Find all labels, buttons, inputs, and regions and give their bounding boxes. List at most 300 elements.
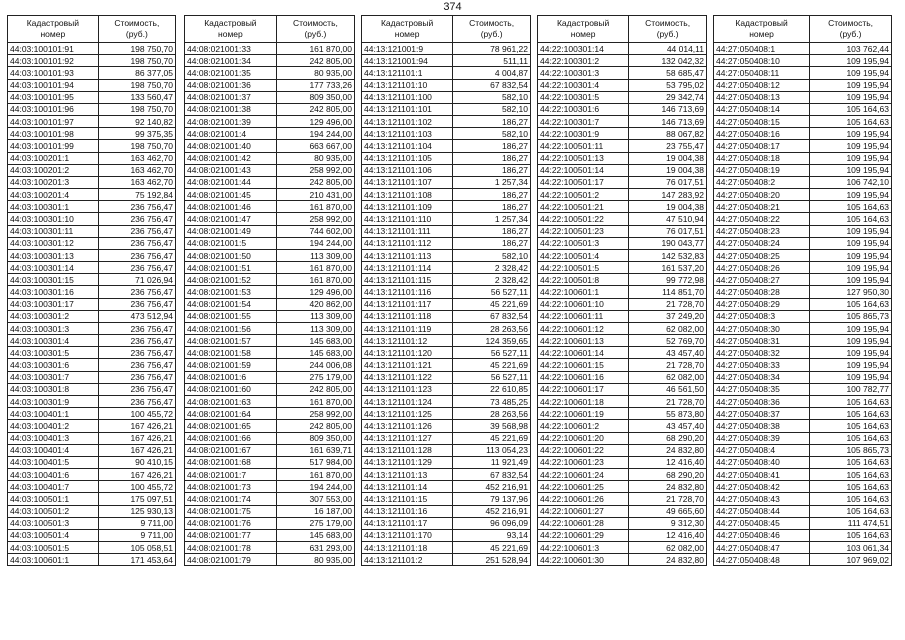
cost-cell: 236 756,47 bbox=[98, 335, 175, 347]
cadastral-number-cell: 44:27:050408:3 bbox=[714, 310, 810, 322]
cadastral-number-cell: 44:22:100501:13 bbox=[538, 152, 629, 164]
header-line: Стоимость, bbox=[645, 18, 691, 28]
table-row bbox=[8, 335, 176, 347]
table-row bbox=[714, 201, 892, 213]
cadastral-number-cell: 44:03:100201:4 bbox=[8, 189, 99, 201]
cost-cell: 109 195,94 bbox=[810, 371, 892, 383]
cadastral-number-cell: 44:03:100301:5 bbox=[8, 347, 99, 359]
cadastral-number-cell: 44:08:021001:64 bbox=[185, 408, 277, 420]
cost-cell: 113 054,23 bbox=[453, 444, 531, 456]
table-row bbox=[362, 201, 531, 213]
cost-cell: 109 195,94 bbox=[810, 322, 892, 334]
cadastral-number-cell: 44:27:050408:4 bbox=[714, 444, 810, 456]
cost-cell: 105 164,63 bbox=[810, 408, 892, 420]
cadastral-number-cell: 44:27:050408:35 bbox=[714, 383, 810, 395]
table-row bbox=[714, 371, 892, 383]
cadastral-number-cell: 44:13:121101:10 bbox=[362, 79, 453, 91]
cost-cell: 113 309,00 bbox=[276, 322, 354, 334]
table-row bbox=[714, 347, 892, 359]
cost-cell: 9 711,00 bbox=[98, 517, 175, 529]
cadastral-number-cell: 44:22:100601:3 bbox=[538, 542, 629, 554]
table-row bbox=[185, 67, 355, 79]
cost-cell: 194 244,00 bbox=[276, 237, 354, 249]
cadastral-number-cell: 44:27:050408:37 bbox=[714, 408, 810, 420]
cost-cell: 21 728,70 bbox=[629, 359, 707, 371]
table-row bbox=[538, 359, 707, 371]
cost-cell: 99 772,98 bbox=[629, 274, 707, 286]
cadastral-number-cell: 44:13:121101:122 bbox=[362, 371, 453, 383]
cost-cell: 24 832,80 bbox=[629, 554, 707, 566]
cadastral-number-cell: 44:22:100301:9 bbox=[538, 128, 629, 140]
cadastral-number-cell: 44:22:100601:2 bbox=[538, 420, 629, 432]
table-row bbox=[185, 164, 355, 176]
cost-cell: 109 195,94 bbox=[810, 79, 892, 91]
cadastral-number-cell: 44:22:100601:24 bbox=[538, 469, 629, 481]
cost-cell: 124 359,65 bbox=[453, 335, 531, 347]
cost-cell: 473 512,94 bbox=[98, 310, 175, 322]
table-row bbox=[8, 67, 176, 79]
cadastral-number-cell: 44:13:121101:2 bbox=[362, 554, 453, 566]
table-row bbox=[362, 176, 531, 188]
cost-cell: 146 713,69 bbox=[629, 103, 707, 115]
cadastral-number-cell: 44:08:021001:74 bbox=[185, 493, 277, 505]
cost-cell: 190 043,77 bbox=[629, 237, 707, 249]
table-row bbox=[185, 493, 355, 505]
cost-cell: 105 164,63 bbox=[810, 432, 892, 444]
cadastral-number-cell: 44:08:021001:55 bbox=[185, 310, 277, 322]
table-row bbox=[714, 91, 892, 103]
table-row bbox=[714, 140, 892, 152]
cadastral-number-cell: 44:08:021001:49 bbox=[185, 225, 277, 237]
cadastral-number-cell: 44:27:050408:48 bbox=[714, 554, 810, 566]
cadastral-number-cell: 44:08:021001:53 bbox=[185, 286, 277, 298]
cadastral-number-cell: 44:27:050408:38 bbox=[714, 420, 810, 432]
cadastral-number-cell: 44:08:021001:4 bbox=[185, 128, 277, 140]
table-row bbox=[538, 335, 707, 347]
cost-cell: 105 164,63 bbox=[810, 201, 892, 213]
table-row bbox=[8, 347, 176, 359]
cadastral-number-cell: 44:22:100501:2 bbox=[538, 189, 629, 201]
cadastral-number-cell: 44:13:121101:118 bbox=[362, 310, 453, 322]
cadastral-number-cell: 44:22:100601:11 bbox=[538, 310, 629, 322]
cadastral-number-cell: 44:08:021001:40 bbox=[185, 140, 277, 152]
cost-cell: 161 537,20 bbox=[629, 262, 707, 274]
table-row bbox=[714, 310, 892, 322]
cost-cell: 511,11 bbox=[453, 55, 531, 67]
cost-cell: 23 755,47 bbox=[629, 140, 707, 152]
table-row bbox=[8, 493, 176, 505]
cost-cell: 62 082,00 bbox=[629, 542, 707, 554]
table-row bbox=[185, 274, 355, 286]
cost-cell: 45 221,69 bbox=[453, 359, 531, 371]
cadastral-number-cell: 44:13:121101:113 bbox=[362, 249, 453, 261]
column-header-cadastral-number bbox=[185, 16, 277, 43]
cost-cell: 242 805,00 bbox=[276, 103, 354, 115]
table-row bbox=[362, 152, 531, 164]
cadastral-number-cell: 44:03:100401:6 bbox=[8, 469, 99, 481]
cadastral-number-cell: 44:22:100501:23 bbox=[538, 225, 629, 237]
cost-cell: 90 410,15 bbox=[98, 456, 175, 468]
cost-cell: 198 750,70 bbox=[98, 43, 175, 55]
cadastral-number-cell: 44:03:100201:2 bbox=[8, 164, 99, 176]
cost-cell: 236 756,47 bbox=[98, 237, 175, 249]
cost-cell: 163 462,70 bbox=[98, 176, 175, 188]
cost-cell: 109 195,94 bbox=[810, 347, 892, 359]
cadastral-number-cell: 44:27:050408:44 bbox=[714, 505, 810, 517]
table-row bbox=[185, 176, 355, 188]
cadastral-number-cell: 44:08:021001:46 bbox=[185, 201, 277, 213]
cost-cell: 55 873,80 bbox=[629, 408, 707, 420]
header-row bbox=[362, 16, 531, 43]
cadastral-number-cell: 44:22:100501:22 bbox=[538, 213, 629, 225]
column-header-cadastral-number bbox=[538, 16, 629, 43]
cadastral-number-cell: 44:08:021001:54 bbox=[185, 298, 277, 310]
cost-cell: 109 195,94 bbox=[810, 262, 892, 274]
cadastral-number-cell: 44:22:100601:13 bbox=[538, 335, 629, 347]
cadastral-number-cell: 44:22:100601:18 bbox=[538, 395, 629, 407]
table-row bbox=[185, 481, 355, 493]
cadastral-number-cell: 44:27:050408:14 bbox=[714, 103, 810, 115]
cadastral-number-cell: 44:03:100101:96 bbox=[8, 103, 99, 115]
cost-cell: 16 187,00 bbox=[276, 505, 354, 517]
cost-cell: 582,10 bbox=[453, 103, 531, 115]
table-row bbox=[538, 383, 707, 395]
table-row bbox=[362, 79, 531, 91]
cost-cell: 47 510,94 bbox=[629, 213, 707, 225]
cadastral-number-cell: 44:13:121101:18 bbox=[362, 542, 453, 554]
table-row bbox=[185, 469, 355, 481]
cadastral-number-cell: 44:03:100601:1 bbox=[8, 554, 99, 566]
table-row bbox=[714, 116, 892, 128]
table-row bbox=[185, 359, 355, 371]
cost-cell: 105 164,63 bbox=[810, 298, 892, 310]
table-row bbox=[362, 237, 531, 249]
cost-cell: 100 782,77 bbox=[810, 383, 892, 395]
table-row bbox=[8, 444, 176, 456]
cost-cell: 663 667,00 bbox=[276, 140, 354, 152]
table-row bbox=[185, 298, 355, 310]
table-row bbox=[185, 91, 355, 103]
table-row bbox=[8, 456, 176, 468]
cadastral-number-cell: 44:13:121101:102 bbox=[362, 116, 453, 128]
table-row bbox=[185, 517, 355, 529]
table-row bbox=[538, 408, 707, 420]
cost-cell: 76 017,51 bbox=[629, 176, 707, 188]
cost-cell: 109 195,94 bbox=[810, 91, 892, 103]
cost-cell: 186,27 bbox=[453, 116, 531, 128]
cost-cell: 242 805,00 bbox=[276, 176, 354, 188]
table-row bbox=[185, 225, 355, 237]
cadastral-number-cell: 44:27:050408:36 bbox=[714, 395, 810, 407]
cadastral-number-cell: 44:08:021001:38 bbox=[185, 103, 277, 115]
cost-cell: 109 195,94 bbox=[810, 164, 892, 176]
cadastral-number-cell: 44:03:100501:1 bbox=[8, 493, 99, 505]
cost-cell: 236 756,47 bbox=[98, 249, 175, 261]
cadastral-number-cell: 44:03:100301:4 bbox=[8, 335, 99, 347]
cadastral-number-cell: 44:03:100401:3 bbox=[8, 432, 99, 444]
cadastral-number-cell: 44:22:100301:5 bbox=[538, 91, 629, 103]
table-row bbox=[8, 286, 176, 298]
cost-cell: 132 042,32 bbox=[629, 55, 707, 67]
cost-cell: 111 474,51 bbox=[810, 517, 892, 529]
table-row bbox=[185, 201, 355, 213]
cost-cell: 1 257,34 bbox=[453, 176, 531, 188]
cost-cell: 1 257,34 bbox=[453, 213, 531, 225]
table-row bbox=[362, 225, 531, 237]
cadastral-number-cell: 44:13:121101:119 bbox=[362, 322, 453, 334]
cost-cell: 37 249,20 bbox=[629, 310, 707, 322]
cadastral-number-cell: 44:22:100601:19 bbox=[538, 408, 629, 420]
table-row bbox=[538, 444, 707, 456]
cost-cell: 236 756,47 bbox=[98, 359, 175, 371]
cadastral-number-cell: 44:27:050408:10 bbox=[714, 55, 810, 67]
table-row bbox=[185, 371, 355, 383]
cost-cell: 307 553,00 bbox=[276, 493, 354, 505]
cost-cell: 236 756,47 bbox=[98, 262, 175, 274]
cost-cell: 29 342,74 bbox=[629, 91, 707, 103]
cadastral-number-cell: 44:08:021001:75 bbox=[185, 505, 277, 517]
cost-cell: 105 164,63 bbox=[810, 103, 892, 115]
cadastral-number-cell: 44:22:100601:16 bbox=[538, 371, 629, 383]
table-row bbox=[538, 456, 707, 468]
table-row bbox=[362, 542, 531, 554]
cadastral-number-cell: 44:27:050408:17 bbox=[714, 140, 810, 152]
table-row bbox=[362, 481, 531, 493]
cadastral-number-cell: 44:13:121101:120 bbox=[362, 347, 453, 359]
table-row bbox=[362, 249, 531, 261]
cadastral-number-cell: 44:08:021001:73 bbox=[185, 481, 277, 493]
table-row bbox=[714, 456, 892, 468]
cost-cell: 105 865,73 bbox=[810, 310, 892, 322]
cost-cell: 76 017,51 bbox=[629, 225, 707, 237]
cadastral-number-cell: 44:08:021001:35 bbox=[185, 67, 277, 79]
cost-cell: 210 431,00 bbox=[276, 189, 354, 201]
cadastral-number-cell: 44:13:121101:106 bbox=[362, 164, 453, 176]
table-row bbox=[185, 554, 355, 566]
cadastral-number-cell: 44:13:121101:105 bbox=[362, 152, 453, 164]
header-line: номер bbox=[394, 29, 420, 39]
cadastral-number-cell: 44:27:050408:21 bbox=[714, 201, 810, 213]
cost-cell: 161 870,00 bbox=[276, 201, 354, 213]
cost-cell: 175 097,51 bbox=[98, 493, 175, 505]
table-row bbox=[714, 395, 892, 407]
cadastral-number-cell: 44:27:050408:25 bbox=[714, 249, 810, 261]
cost-cell: 198 750,70 bbox=[98, 140, 175, 152]
cost-cell: 198 750,70 bbox=[98, 55, 175, 67]
table-row bbox=[362, 322, 531, 334]
cadastral-number-cell: 44:27:050408:22 bbox=[714, 213, 810, 225]
cadastral-number-cell: 44:27:050408:43 bbox=[714, 493, 810, 505]
table-row bbox=[538, 237, 707, 249]
table-row bbox=[538, 298, 707, 310]
cost-cell: 79 137,96 bbox=[453, 493, 531, 505]
table-row bbox=[714, 237, 892, 249]
cost-cell: 186,27 bbox=[453, 237, 531, 249]
table-row bbox=[362, 298, 531, 310]
table-row bbox=[538, 395, 707, 407]
cost-cell: 78 961,22 bbox=[453, 43, 531, 55]
header-line: Кадастровый bbox=[26, 18, 80, 28]
header-line: (руб.) bbox=[125, 29, 148, 39]
cadastral-number-cell: 44:22:100301:4 bbox=[538, 79, 629, 91]
cost-cell: 167 426,21 bbox=[98, 469, 175, 481]
table-row bbox=[8, 103, 176, 115]
cadastral-number-cell: 44:13:121101:129 bbox=[362, 456, 453, 468]
table-row bbox=[714, 493, 892, 505]
table-row bbox=[185, 128, 355, 140]
table-row bbox=[714, 176, 892, 188]
cost-cell: 161 870,00 bbox=[276, 262, 354, 274]
cost-cell: 105 164,63 bbox=[810, 213, 892, 225]
cadastral-number-cell: 44:13:121101:121 bbox=[362, 359, 453, 371]
cadastral-number-cell: 44:03:100301:9 bbox=[8, 395, 99, 407]
cost-cell: 186,27 bbox=[453, 152, 531, 164]
table-row bbox=[8, 91, 176, 103]
cadastral-number-cell: 44:13:121101:100 bbox=[362, 91, 453, 103]
cadastral-number-cell: 44:03:100401:5 bbox=[8, 456, 99, 468]
cadastral-number-cell: 44:27:050408:41 bbox=[714, 469, 810, 481]
table-row bbox=[362, 517, 531, 529]
cost-cell: 161 870,00 bbox=[276, 395, 354, 407]
table-row bbox=[362, 164, 531, 176]
cadastral-number-cell: 44:22:100601:30 bbox=[538, 554, 629, 566]
cadastral-number-cell: 44:13:121101:16 bbox=[362, 505, 453, 517]
table-row bbox=[362, 554, 531, 566]
cost-cell: 100 455,72 bbox=[98, 481, 175, 493]
table-row bbox=[8, 529, 176, 541]
table-row bbox=[714, 383, 892, 395]
cadastral-number-cell: 44:13:121101:109 bbox=[362, 201, 453, 213]
table-row bbox=[538, 274, 707, 286]
table-row bbox=[185, 529, 355, 541]
cost-cell: 582,10 bbox=[453, 249, 531, 261]
cadastral-number-cell: 44:13:121001:94 bbox=[362, 55, 453, 67]
table-row bbox=[185, 286, 355, 298]
cadastral-number-cell: 44:27:050408:20 bbox=[714, 189, 810, 201]
table-row bbox=[8, 359, 176, 371]
table-row bbox=[362, 371, 531, 383]
cadastral-number-cell: 44:03:100301:3 bbox=[8, 322, 99, 334]
cost-cell: 145 683,00 bbox=[276, 347, 354, 359]
table-row bbox=[185, 213, 355, 225]
table-row bbox=[362, 91, 531, 103]
cost-cell: 186,27 bbox=[453, 201, 531, 213]
cost-cell: 105 164,63 bbox=[810, 420, 892, 432]
cost-cell: 105 164,63 bbox=[810, 529, 892, 541]
cost-cell: 12 416,40 bbox=[629, 529, 707, 541]
cadastral-number-cell: 44:13:121001:9 bbox=[362, 43, 453, 55]
cadastral-number-cell: 44:08:021001:67 bbox=[185, 444, 277, 456]
table-row bbox=[8, 481, 176, 493]
table-row bbox=[185, 237, 355, 249]
table-row bbox=[8, 152, 176, 164]
cadastral-number-cell: 44:03:100301:11 bbox=[8, 225, 99, 237]
cadastral-number-cell: 44:13:121101:110 bbox=[362, 213, 453, 225]
cadastral-number-cell: 44:03:100301:1 bbox=[8, 201, 99, 213]
table-row bbox=[714, 286, 892, 298]
cost-cell: 93,14 bbox=[453, 529, 531, 541]
table-row bbox=[714, 225, 892, 237]
cost-cell: 452 216,91 bbox=[453, 481, 531, 493]
cadastral-number-cell: 44:27:050408:23 bbox=[714, 225, 810, 237]
cost-cell: 109 195,94 bbox=[810, 67, 892, 79]
cost-cell: 96 096,09 bbox=[453, 517, 531, 529]
table-row bbox=[362, 310, 531, 322]
table-row bbox=[8, 408, 176, 420]
cadastral-number-cell: 44:03:100301:14 bbox=[8, 262, 99, 274]
cadastral-table-3 bbox=[361, 15, 531, 566]
cadastral-number-cell: 44:22:100501:8 bbox=[538, 274, 629, 286]
table-row bbox=[538, 322, 707, 334]
cadastral-number-cell: 44:13:121101:127 bbox=[362, 432, 453, 444]
table-row bbox=[362, 469, 531, 481]
table-row bbox=[714, 420, 892, 432]
cost-cell: 45 221,69 bbox=[453, 542, 531, 554]
cadastral-number-cell: 44:27:050408:34 bbox=[714, 371, 810, 383]
cost-cell: 99 375,35 bbox=[98, 128, 175, 140]
cadastral-number-cell: 44:08:021001:60 bbox=[185, 383, 277, 395]
table-row bbox=[362, 347, 531, 359]
cost-cell: 43 457,40 bbox=[629, 347, 707, 359]
column-header-cost bbox=[98, 16, 175, 43]
table-row bbox=[185, 43, 355, 55]
cadastral-number-cell: 44:13:121101:17 bbox=[362, 517, 453, 529]
header-line: (руб.) bbox=[839, 29, 862, 39]
table-row bbox=[362, 128, 531, 140]
table-row bbox=[185, 189, 355, 201]
table-row bbox=[714, 481, 892, 493]
cost-cell: 161 639,71 bbox=[276, 444, 354, 456]
cost-cell: 19 004,38 bbox=[629, 164, 707, 176]
cadastral-number-cell: 44:13:121101:128 bbox=[362, 444, 453, 456]
cost-cell: 105 058,51 bbox=[98, 542, 175, 554]
cadastral-number-cell: 44:27:050408:32 bbox=[714, 347, 810, 359]
cadastral-number-cell: 44:08:021001:68 bbox=[185, 456, 277, 468]
cost-cell: 105 164,63 bbox=[810, 469, 892, 481]
table-row bbox=[185, 55, 355, 67]
cadastral-number-cell: 44:03:100101:92 bbox=[8, 55, 99, 67]
cadastral-number-cell: 44:03:100101:91 bbox=[8, 43, 99, 55]
table-row bbox=[538, 420, 707, 432]
table-row bbox=[538, 371, 707, 383]
cost-cell: 53 795,02 bbox=[629, 79, 707, 91]
table-row bbox=[538, 347, 707, 359]
cost-cell: 129 496,00 bbox=[276, 286, 354, 298]
table-row bbox=[362, 274, 531, 286]
table-row bbox=[538, 140, 707, 152]
cost-cell: 236 756,47 bbox=[98, 286, 175, 298]
cost-cell: 9 711,00 bbox=[98, 529, 175, 541]
header-line: Стоимость, bbox=[292, 18, 338, 28]
table-row bbox=[8, 469, 176, 481]
cadastral-number-cell: 44:03:100201:3 bbox=[8, 176, 99, 188]
cost-cell: 142 532,83 bbox=[629, 249, 707, 261]
cost-cell: 45 221,69 bbox=[453, 298, 531, 310]
table-row bbox=[714, 189, 892, 201]
table-row bbox=[362, 493, 531, 505]
cadastral-number-cell: 44:27:050408:2 bbox=[714, 176, 810, 188]
cost-cell: 186,27 bbox=[453, 140, 531, 152]
header-line: Кадастровый bbox=[380, 18, 434, 28]
table-row bbox=[538, 164, 707, 176]
cost-cell: 52 769,70 bbox=[629, 335, 707, 347]
table-row bbox=[538, 529, 707, 541]
header-row bbox=[714, 16, 892, 43]
table-row bbox=[8, 55, 176, 67]
table-row bbox=[362, 408, 531, 420]
table-row bbox=[185, 420, 355, 432]
cost-cell: 109 195,94 bbox=[810, 55, 892, 67]
